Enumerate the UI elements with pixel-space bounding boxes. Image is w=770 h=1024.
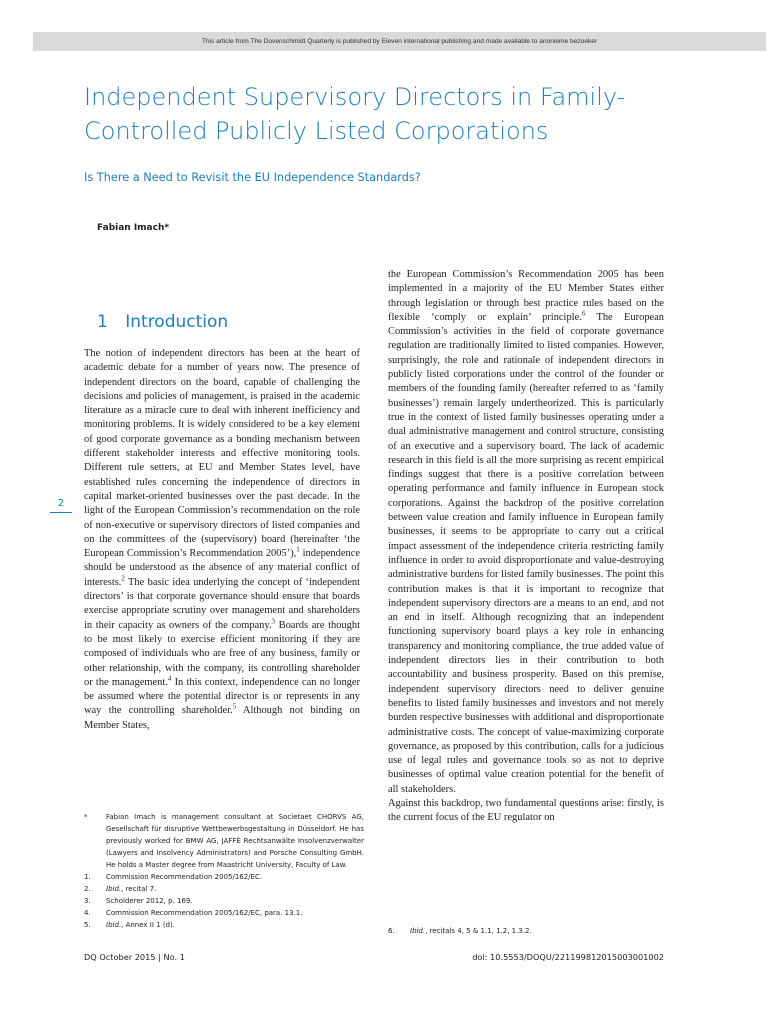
section-number: 1: [97, 312, 108, 332]
author-name: Fabian Imach*: [97, 223, 170, 233]
doi-link[interactable]: doi: 10.5553/DOQU/221199812015003001002: [472, 952, 664, 962]
footnote: 2. Ibid., recital 7.: [84, 885, 157, 893]
footnote-ref[interactable]: 2: [121, 574, 125, 583]
footnote: 4. Commission Recommendation 2005/162/EC, para. 13.1.: [84, 909, 303, 917]
journal-issue: DQ October 2015 | No. 1: [84, 952, 185, 962]
footnote-ref[interactable]: 4: [167, 674, 172, 683]
footnote: * Fabian Imach is management consultant at Societaet CHORVS AG, Gesellschaft für disruptive Wettbewerbsgestaltung in Düsseldorf. He has previously worked for BMW AG, JAFFÉ Rechtsanwälte Insolvenzverwalter (Lawyers and Insolvency Administrators) and Porsche Consulting GmbH. He holds a Master degree from Maastricht University, Faculty of Law.: [84, 813, 364, 869]
footnote: 3. Scholderer 2012, p. 169.: [84, 897, 193, 905]
footnote-ref[interactable]: 5: [232, 702, 237, 711]
footnotes-right: [388, 925, 668, 937]
paragraph: The notion of independent directors has been at the heart of academic debate for a number of years now. The presence of independent directors on the board, capable of challenging the decisions and policies of management, is praised in the academic literature as a miracle cure to deal with inherent inefficiency and monitoring problems. It is widely considered to be a key element of good corporate governance as a bonding mechanism between different stakeholder interests and effective monitoring tools. Different rule setters, at EU and Member States level, have established rules concerning the independence of directors in capital market-oriented businesses over the past decade. In the light of the European Commission’s recommendation on the role of non-executive or supervisory directors of listed companies and on the committees of the (supervisory) board (hereinafter ‘the European Commission’s Recommendation 2005’),$^1$ independence should be understood as the absence of any material conflict of interests.$^2$ The basic idea underlying the concept of ‘independent directors’ is that corporate governance should ensure that boards exercise appropriate scrutiny over management and shareholders in their capacity as owners of the company.$^3$ Boards are thought to be most likely to exercise efficient monitoring if they are composed of individuals who are free of any business, family or other relationship, with the company, its controlling shareholder or the management.$^4$ In this context, independence can no longer be assumed where the potential director is or represents in any way the controlling shareholder.$^5$ Although not binding on Member States,: [84, 348, 360, 731]
footnote-ref[interactable]: 1: [296, 545, 300, 554]
paragraph: Against this backdrop, two fundamental questions arise: firstly, is the current focus of the EU regulator on: [388, 797, 664, 824]
paragraph: the European Commission’s Recommendation 2005 has been implemented in a majority of the EU Member States either through legislation or through best practice rules based on the flexible ‘comply or explain’ principle.$^6$ The European Commission’s activities in the field of corporate governance regulation are traditionally limited to listed companies. However, surprisingly, the role and rationale of independent directors in publicly listed corporations under the control of the founder or members of the founding family (hereafter referred to as ‘family businesses’) remain largely undertheorized. This is particularly true in the context of listed family businesses operating under a dual administrative management and control structure, consisting of an executive and a supervisory board. The lack of academic research in this field is all the more surprising as recent empirical findings suggest that there is a positive correlation between operating performance and family influence in European stock corporations. Against the backdrop of the positive correlation between value creation and family influence in European family businesses, it seems to be appropriate to carry out a critical impact assessment of the independence criteria restricting family influence in order to avoid disproportionate and value-destroying administrative burdens for listed family businesses. The point this contribution makes is that it is important to recognize that independent supervisory directors are a means to an end, and not an end in itself. Although recognizing that an independent functioning supervisory board plays a key role in enhancing transparency and monitoring compliance, the true added value of independent directors lies in their contribution to both accountability and business prosperity. Based on this premise, independent supervisory directors need to deliver genuine benefits to listed family businesses and investors and not merely burden respective businesses with additional and disproportionate administrative costs. The concept of value-maximizing corporate governance, as proposed by this contribution, calls for a judicious use of legal rules and governance tools so as not to deprive businesses of optimal value creation potential for the benefit of all stakeholders.: [388, 269, 665, 795]
section-title: Introduction: [125, 312, 229, 332]
footnote: 5. Ibid., Annex II 1 (d).: [84, 921, 175, 929]
article-subtitle: Is There a Need to Revisit the EU Independence Standards?: [84, 171, 421, 184]
footnote-ref[interactable]: 3: [271, 617, 276, 626]
footnotes-left: [84, 811, 364, 931]
footnote: 1. Commission Recommendation 2005/162/EC.: [84, 873, 263, 881]
article-title: Independent Supervisory Directors in Family-Controlled Publicly Listed Corporations: [84, 83, 626, 145]
section-heading: [97, 312, 228, 332]
right-column-text: [388, 268, 664, 826]
footnote-ref[interactable]: 6: [581, 309, 586, 318]
margin-paragraph-number: 2: [50, 498, 72, 513]
access-banner: This article from The Dovenschmidt Quarterly is published by Eleven international publishing and made available to anonieme bezoeker: [33, 32, 766, 51]
left-column-text: [84, 347, 360, 733]
footnote: 6. Ibid., recitals 4, 5 & 1.1, 1.2, 1.3.2.: [388, 927, 532, 935]
